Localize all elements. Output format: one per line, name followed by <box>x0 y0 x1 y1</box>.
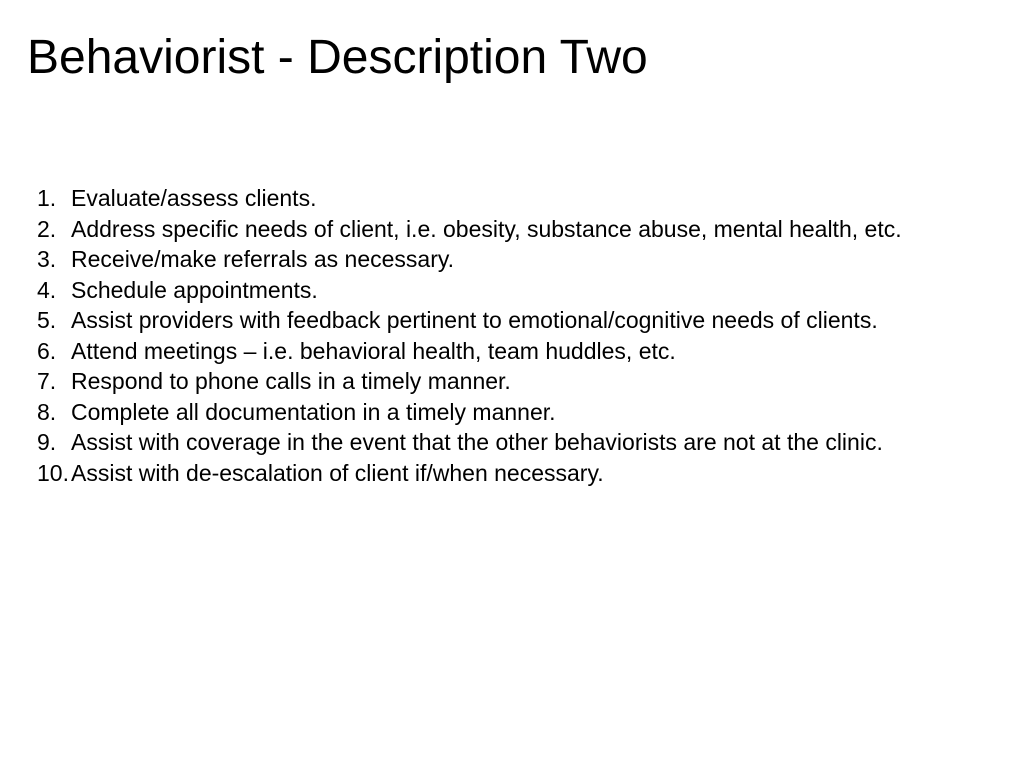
list-item-number: 1. <box>37 185 57 211</box>
list-item-text: Complete all documentation in a timely manner. <box>71 398 556 425</box>
list-item-text: Respond to phone calls in a timely manner. <box>71 368 511 394</box>
list-item <box>37 336 997 367</box>
list-item-number: 6. <box>37 337 57 364</box>
list-item-number: 4. <box>37 276 57 303</box>
list-item-text: Assist with coverage in the event that the other behaviorists are not at the clinic. <box>71 429 883 455</box>
list-item-text: Assist with de-escalation of client if/when necessary. <box>71 459 604 486</box>
list-item <box>37 458 997 489</box>
list-item-text: Address specific needs of client, i.e. obesity, substance abuse, mental health, etc. <box>71 215 902 242</box>
list-item-number: 3. <box>37 246 57 272</box>
list-item-text: Attend meetings – i.e. behavioral health, team huddles, etc. <box>71 337 676 364</box>
list-item <box>37 244 997 275</box>
list-item <box>37 366 997 397</box>
list-item-text: Evaluate/assess clients. <box>71 185 317 211</box>
slide-title: Behaviorist - Description Two <box>27 31 648 84</box>
list-item-number: 8. <box>37 398 57 425</box>
list-item-text: Schedule appointments. <box>71 276 318 303</box>
list-item-number: 9. <box>37 429 57 455</box>
list-item <box>37 397 997 428</box>
list-item <box>37 183 997 214</box>
list-item <box>37 214 997 245</box>
list-item <box>37 275 997 306</box>
list-item-number: 7. <box>37 368 57 394</box>
list-item <box>37 427 997 458</box>
duties-list <box>37 183 997 488</box>
list-item-number: 2. <box>37 215 57 242</box>
list-item <box>37 305 997 336</box>
list-item-number: 5. <box>37 307 57 333</box>
list-item-number: 10. <box>37 459 69 486</box>
list-item-text: Receive/make referrals as necessary. <box>71 246 455 272</box>
list-item-text: Assist providers with feedback pertinent to emotional/cognitive needs of clients. <box>71 307 878 333</box>
